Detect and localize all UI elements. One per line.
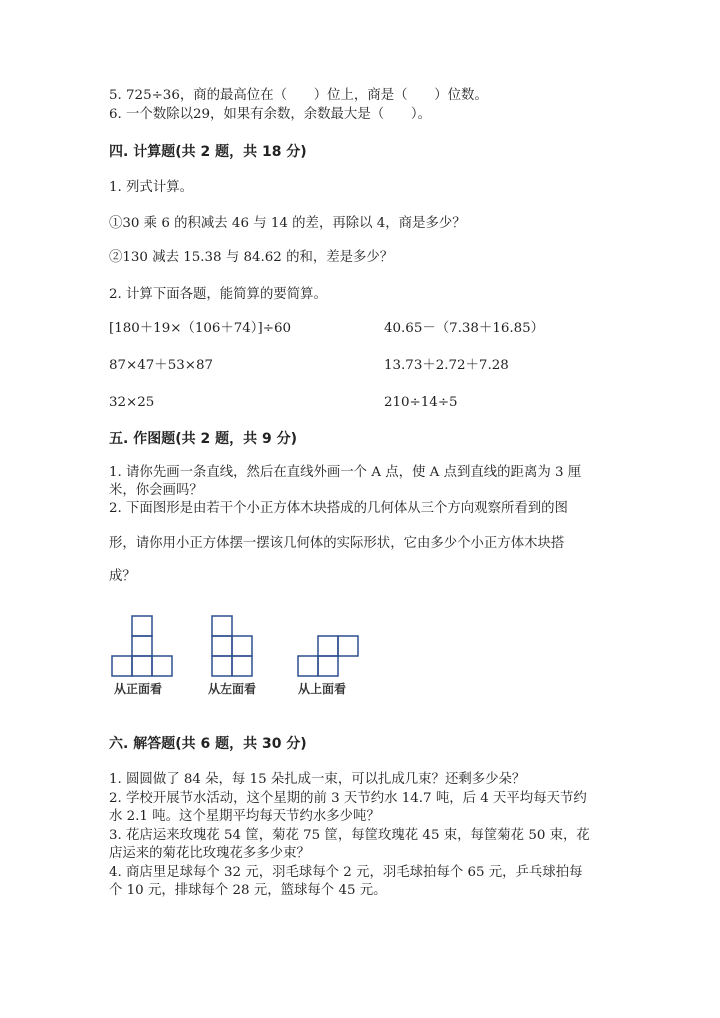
top-view-grid — [296, 614, 362, 678]
expr-5: 32×25 — [109, 395, 155, 410]
expr-2: 40.65－（7.38＋16.85） — [384, 321, 545, 336]
expr-4: 13.73＋2.72＋7.28 — [384, 358, 509, 373]
answer-q3-line1: 3. 花店运来玫瑰花 54 筐，菊花 75 筐，每筐玫瑰花 45 束，每筐菊花 50 束，花 — [109, 828, 590, 843]
draw-q2-line2: 形，请你用小正方体摆一摆该几何体的实际形状，它由多少个小正方体木块搭 — [109, 536, 565, 551]
top-view — [296, 614, 362, 696]
question-5: 5. 725÷36，商的最高位在（ ）位上，商是（ ）位数。 — [109, 88, 488, 103]
left-view-grid — [210, 614, 256, 678]
left-view-label: 从左面看 — [208, 682, 257, 696]
calc-q2: 2. 计算下面各题，能简算的要简算。 — [109, 287, 327, 302]
answer-q2-line2: 水 2.1 吨。这个星期平均每天节约水多少吨？ — [109, 809, 380, 824]
draw-q2-line3: 成？ — [109, 569, 136, 584]
question-6: 6. 一个数除以29，如果有余数，余数最大是（ ）。 — [109, 107, 431, 122]
answer-q4-line2: 个 10 元，排球每个 28 元，篮球每个 45 元。 — [109, 883, 387, 898]
answer-q1: 1. 圆圆做了 84 朵，每 15 朵扎成一束，可以扎成几束？还剩多少朵？ — [109, 772, 526, 787]
expr-1: [180＋19×（106＋74）]÷60 — [109, 321, 291, 336]
front-view-label: 从正面看 — [114, 682, 163, 696]
section-5-heading: 五. 作图题(共 2 题，共 9 分) — [109, 431, 297, 447]
front-view — [110, 614, 176, 696]
section-4-heading: 四. 计算题(共 2 题，共 18 分) — [109, 144, 307, 160]
calc-q1a: ①30 乘 6 的积减去 46 与 14 的差，再除以 4，商是多少？ — [109, 216, 466, 231]
expr-6: 210÷14÷5 — [384, 395, 458, 410]
answer-q3-line2: 店运来的菊花比玫瑰花多多少束？ — [109, 846, 310, 861]
top-view-label: 从上面看 — [298, 682, 347, 696]
draw-q1-line1: 1. 请你先画一条直线，然后在直线外画一个 A 点，使 A 点到直线的距离为 3 厘 — [109, 465, 582, 480]
answer-q2-line1: 2. 学校开展节水活动，这个星期的前 3 天节约水 14.7 吨，后 4 天平均每天节约 — [109, 791, 587, 806]
section-6-heading: 六. 解答题(共 6 题，共 30 分) — [109, 736, 307, 752]
answer-q4-line1: 4. 商店里足球每个 32 元，羽毛球每个 2 元，羽毛球拍每个 65 元，乒乓球拍每 — [109, 865, 583, 880]
front-view-grid — [110, 614, 176, 678]
draw-q1-line2: 米，你会画吗？ — [109, 483, 203, 498]
expr-3: 87×47＋53×87 — [109, 358, 213, 373]
draw-q2-line1: 2. 下面图形是由若干个小正方体木块搭成的几何体从三个方向观察所看到的图 — [109, 501, 568, 516]
calc-q1b: ②130 减去 15.38 与 84.62 的和，差是多少？ — [109, 250, 394, 265]
left-view — [208, 614, 257, 696]
calc-q1: 1. 列式计算。 — [109, 180, 193, 195]
